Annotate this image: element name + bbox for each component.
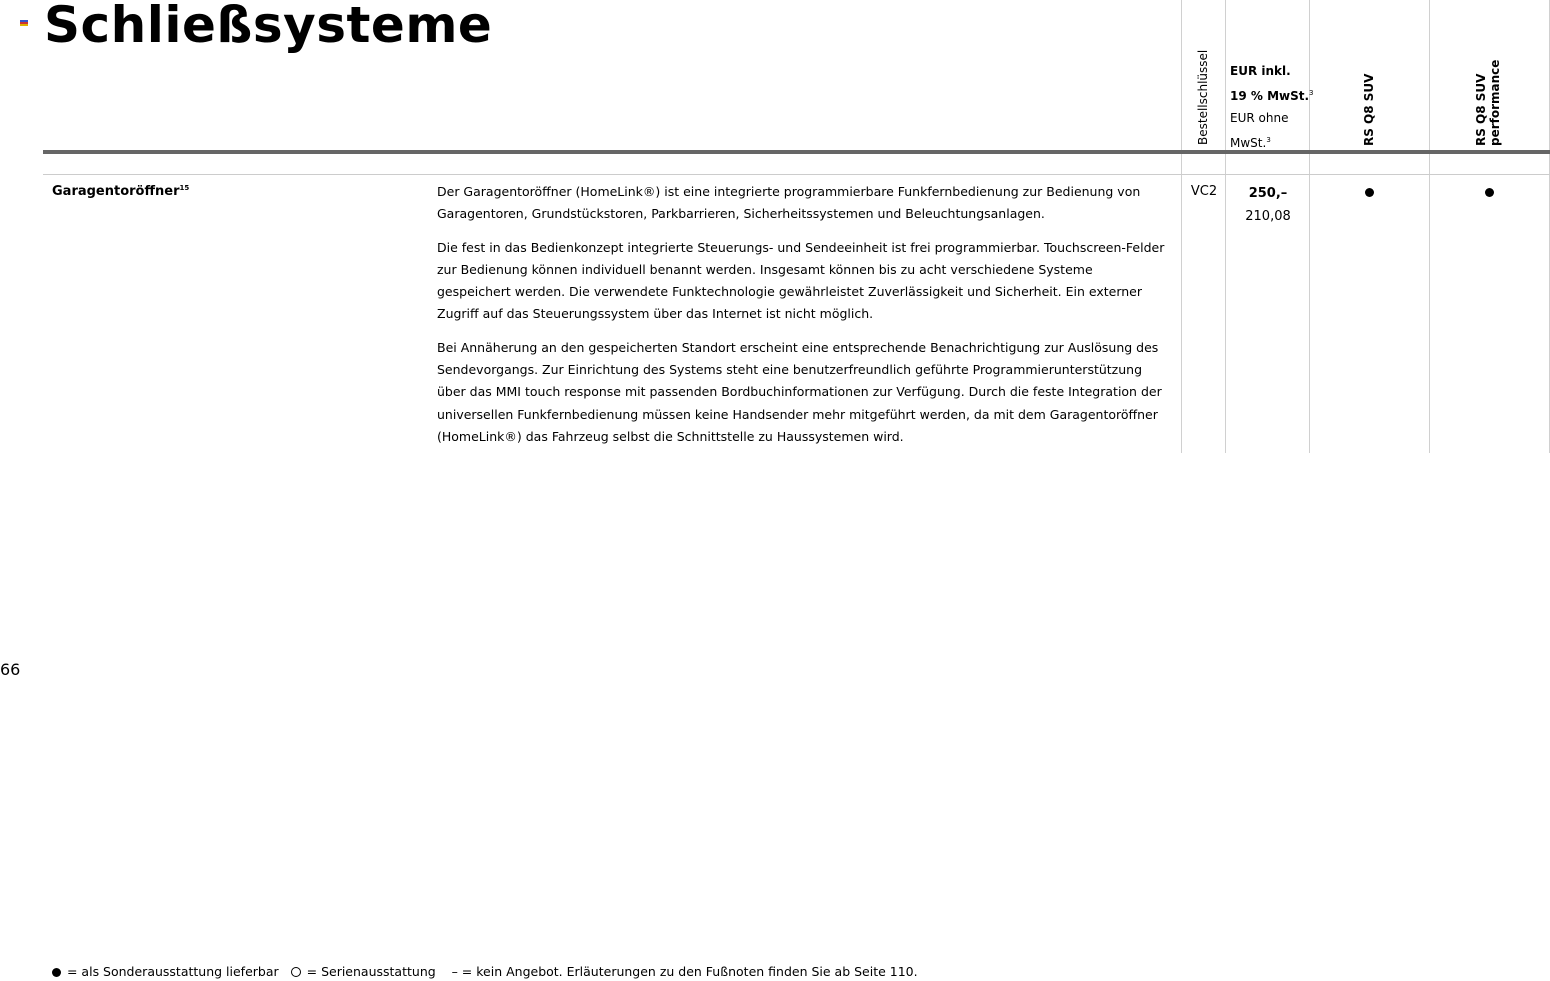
header-price-incl-1: EUR inkl. [1230, 64, 1291, 78]
legend [52, 964, 918, 979]
header-rule [43, 150, 1550, 154]
footnote-ref: 15 [179, 184, 190, 192]
row-rule [43, 174, 1550, 175]
legend-optional: = als Sonderausstattung lieferbar [66, 964, 279, 979]
legend-standard: = Serienausstattung [306, 964, 436, 979]
column-divider [1181, 0, 1182, 453]
row-title [52, 184, 189, 199]
open-circle-icon [291, 967, 301, 977]
filled-dot-icon [52, 968, 61, 977]
footnote-ref: 3 [1266, 136, 1271, 144]
header-model-rs-q8-suv-performance [1474, 59, 1502, 146]
price-incl: 250,– [1248, 186, 1288, 201]
footnote-ref: 3 [1309, 89, 1314, 97]
header-price-incl-2: 19 % MwSt. [1230, 89, 1310, 103]
description-paragraph: Die fest in das Bedienkonzept integrierte Steuerungs- und Sendeeinheit ist frei programmierbar. Touchscreen-Felder zur Bedienung können individuell benannt werden. Insgesamt können bis zu acht verschiedene Systeme gespeichert werden. Die verwendete Funktechnologie gewährleistet Zuverlässigkeit und Sicherheit. Ein externer Zugriff auf das Steuerungssystem über das Internet ist nicht möglich. [437, 239, 1165, 322]
header-model-2-line1: RS Q8 SUV [1474, 73, 1488, 146]
order-code: VC2 [1190, 184, 1218, 199]
optional-dot-icon [1365, 188, 1374, 197]
description-paragraph: Bei Annäherung an den gespeicherten Standort erscheint eine entsprechende Benachrichtigung zur Auslösung des Sendevorgangs. Zur Einrichtung des Systems steht eine benutzerfreundlich geführte Programmierunterstützung über das MMI touch response mit passenden Bordbuchinformationen zur Verfügung. Durch die feste Integration der universellen Funkfernbedienung müssen keine Handsender mehr mitgeführt werden, da mit dem Garagentoröffner (HomeLink®) das Fahrzeug selbst die Schnittstelle zu Haussystemen wird. [437, 339, 1162, 444]
page-title: Schließsysteme [44, 0, 493, 54]
page-number: 66 [0, 660, 21, 679]
header-price-excl-2: MwSt. [1230, 136, 1267, 150]
header-model-2-line2: performance [1488, 59, 1502, 146]
header-model-rs-q8-suv: RS Q8 SUV [1362, 73, 1376, 146]
optional-dot-icon [1485, 188, 1494, 197]
description-paragraph: Der Garagentoröffner (HomeLink®) ist eine integrierte programmierbare Funkfernbedienung zur Bedienung von Garagentoren, Grundstückstoren, Parkbarrieren, Sicherheitssystemen und Beleuchtungsanlagen. [437, 184, 1141, 222]
price-cell [1226, 182, 1310, 228]
header-order-key: Bestellschlüssel [1196, 49, 1210, 145]
flag-icon [20, 20, 28, 26]
row-description [437, 181, 1167, 459]
header-price-excl-1: EUR ohne [1230, 111, 1289, 125]
row-title-text: Garagentoröffner [52, 184, 180, 199]
legend-none: – = kein Angebot. Erläuterungen zu den Fußnoten finden Sie ab Seite 110. [451, 964, 918, 979]
header-price [1230, 60, 1314, 154]
price-excl: 210,08 [1245, 209, 1291, 224]
column-divider [1429, 0, 1430, 453]
